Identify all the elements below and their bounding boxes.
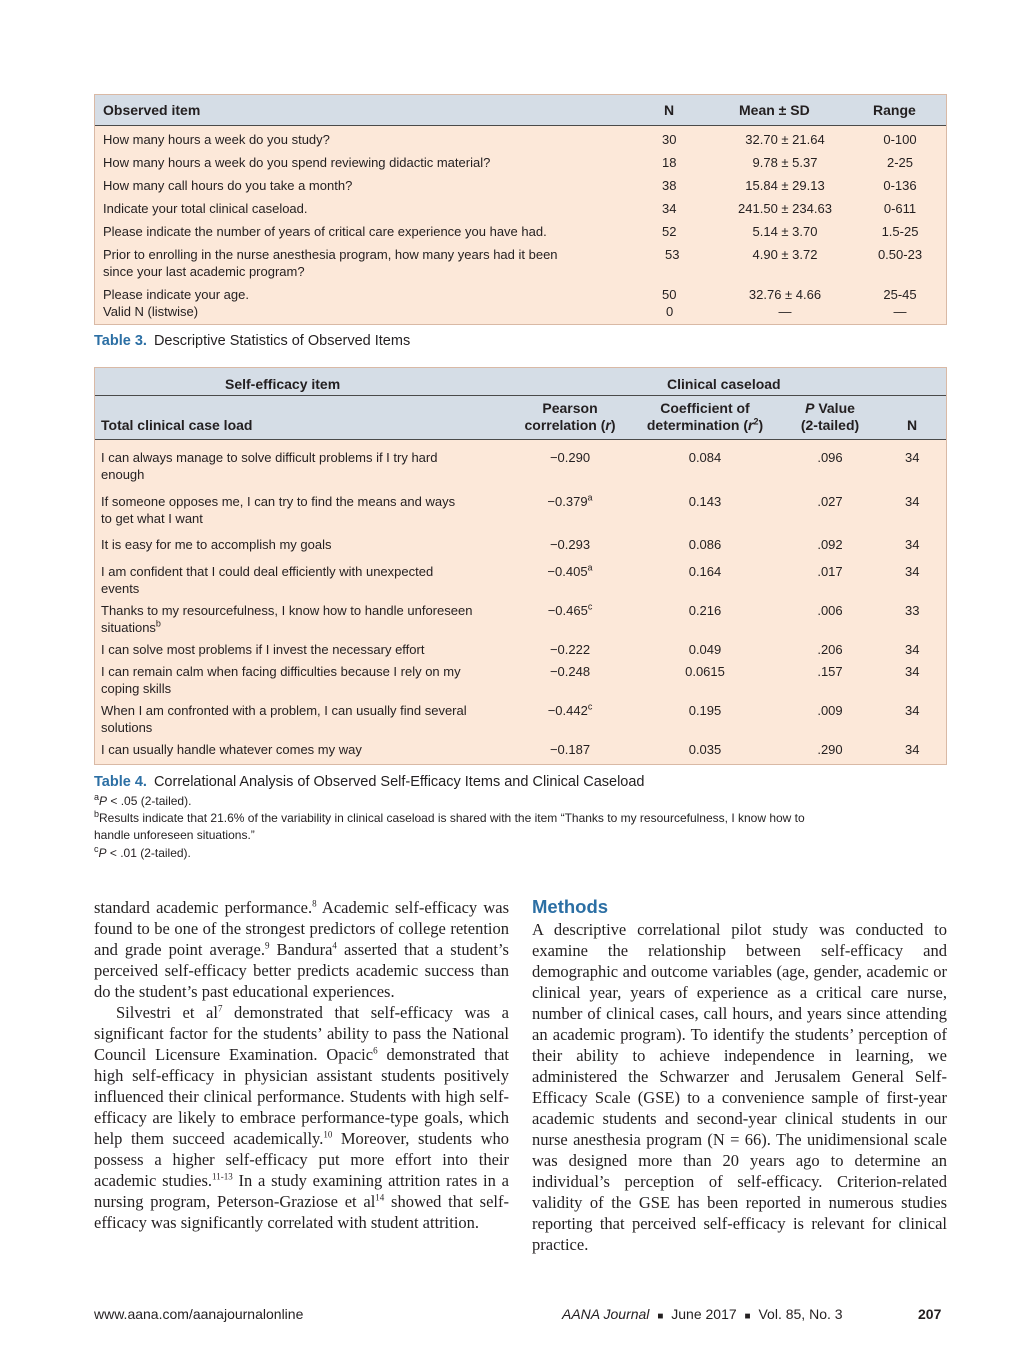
table-4-caption-label: Table 4.: [94, 774, 147, 790]
page-number: 207: [918, 1306, 942, 1322]
range-value: 0-100: [883, 132, 917, 147]
separator-icon: ■: [657, 1311, 664, 1322]
p-value: .290: [817, 742, 843, 757]
table-3-header: [95, 95, 946, 126]
n-value: 18: [662, 155, 677, 170]
self-efficacy-item: It is easy for me to accomplish my goals: [101, 537, 332, 552]
observed-item: Valid N (listwise): [103, 304, 199, 319]
r-squared: 0.0615: [685, 664, 725, 679]
table-4-caption: [94, 774, 645, 790]
n-value: 34: [905, 450, 920, 465]
mean-sd-value: 9.78 ± 5.37: [752, 155, 818, 170]
pearson-r: −0.293: [549, 537, 591, 552]
r-squared: 0.143: [688, 494, 722, 509]
pearson-r: −0.222: [549, 642, 591, 657]
self-efficacy-item-cont: to get what I want: [101, 511, 203, 526]
footer-citation: [562, 1306, 843, 1322]
self-efficacy-item: I can usually handle whatever comes my way: [101, 742, 362, 757]
mean-sd-value: 15.84 ± 29.13: [745, 178, 825, 193]
n-value: 34: [905, 703, 920, 718]
p-value: .006: [817, 603, 843, 618]
mean-sd-value: 5.14 ± 3.70: [752, 224, 818, 239]
pearson-r: −0.465$^c$: [547, 601, 593, 618]
r-squared: 0.084: [688, 450, 722, 465]
table-3-caption-text: Descriptive Statistics of Observed Items: [153, 333, 411, 349]
self-efficacy-item-cont: coping skills: [101, 681, 172, 696]
col-header-pvalue-2: (2-tailed): [800, 417, 860, 433]
col-header-item: Total clinical case load: [101, 417, 253, 433]
p-value: .017: [817, 564, 843, 579]
self-efficacy-item: I am confident that I could deal efficiently with unexpected: [101, 564, 434, 579]
range-value: —: [893, 304, 907, 319]
n-value: 33: [905, 603, 920, 618]
col-header-mean-sd: Mean ± SD: [739, 102, 810, 118]
n-value: 0: [666, 304, 674, 319]
volume: Vol. 85, No. 3: [758, 1306, 843, 1322]
col-header-coef-1: Coefficient of: [660, 400, 750, 416]
r-squared: 0.086: [688, 537, 722, 552]
n-value: 34: [905, 537, 920, 552]
pearson-r: −0.290: [549, 450, 591, 465]
mean-sd-value: —: [778, 304, 792, 319]
r-squared: 0.195: [688, 703, 722, 718]
table-4-caption-text: Correlational Analysis of Observed Self-Efficacy Items and Clinical Caseload: [153, 774, 645, 790]
issue-date: June 2017: [671, 1306, 737, 1322]
observed-item: How many call hours do you take a month?: [103, 178, 353, 193]
pearson-r: −0.187: [549, 742, 591, 757]
col-header-pearson-1: Pearson: [542, 400, 598, 416]
n-value: 34: [905, 742, 920, 757]
range-value: 25-45: [883, 287, 917, 302]
r-squared: 0.035: [688, 742, 722, 757]
pearson-r: −0.379$^a$: [547, 492, 593, 509]
r-squared: 0.049: [688, 642, 722, 657]
pearson-r: −0.248: [549, 664, 591, 679]
col-header-observed-item: Observed item: [103, 102, 201, 118]
pearson-r: −0.442$^c$: [547, 701, 593, 718]
table-3: [94, 94, 947, 325]
observed-item: How many hours a week do you spend reviewing didactic material?: [103, 155, 491, 170]
left-column: [94, 897, 509, 1233]
self-efficacy-item: When I am confronted with a problem, I can usually find several: [101, 703, 467, 718]
self-efficacy-item: I can always manage to solve difficult problems if I try hard: [101, 450, 438, 465]
mean-sd-value: 32.76 ± 4.66: [748, 287, 822, 302]
right-column: [532, 896, 947, 1255]
p-value: .009: [817, 703, 843, 718]
n-value: 34: [905, 494, 920, 509]
footer-url: www.aana.com/aanajournalonline: [94, 1306, 304, 1322]
n-value: 34: [905, 642, 920, 657]
separator-icon: ■: [744, 1311, 751, 1322]
table-4: [94, 367, 947, 765]
paragraph: Silvestri et $al^7$ demonstrated that self-efficacy was a significant factor for the students’ ability to pass the National Council Licensure Examination. Opacic$^6$ demonstrated that high self-efficacy in physician assistant students positively influenced their clinical performance. Students with high self-efficacy are likely to embrace performance-type goals, which help them succeed academically.$^{10}$ Moreover, students who possess a higher self-efficacy put more effort into their academic studies.$^{11-13}$ In a study examining attrition rates in a nursing program, Peterson-Graziose et $al^{14}$ showed that self-efficacy was significantly correlated with student attrition.: [94, 1003, 509, 1232]
n-value: 53: [665, 247, 680, 262]
self-efficacy-item: If someone opposes me, I can try to find the means and ways: [101, 494, 456, 509]
n-value: 34: [905, 664, 920, 679]
pearson-r: −0.405$^a$: [547, 562, 593, 579]
p-value: .096: [817, 450, 843, 465]
range-value: 2-25: [886, 155, 914, 170]
col-header-n: N: [664, 102, 675, 118]
col-header-n: N: [907, 417, 918, 433]
range-value: 0.50-23: [877, 247, 923, 262]
self-efficacy-item: I can solve most problems if I invest the necessary effort: [101, 642, 425, 657]
self-efficacy-item-cont: events: [101, 581, 140, 596]
footnote-b-cont: handle unforeseen situations.”: [94, 828, 255, 842]
r-squared: 0.216: [688, 603, 722, 618]
col-header-coef-2: determination $(r^2)$: [646, 416, 764, 433]
col-header-range: Range: [873, 102, 916, 118]
n-value: 34: [905, 564, 920, 579]
self-efficacy-item: I can remain calm when facing difficulties because I rely on my: [101, 664, 461, 679]
col-header-pearson-2: correlation (r): [524, 417, 616, 433]
group-header-clinical-caseload: Clinical caseload: [667, 376, 781, 392]
p-value: .206: [817, 642, 843, 657]
table-4-header: [95, 368, 946, 440]
range-value: 0-611: [883, 201, 917, 216]
self-efficacy-item-cont: enough: [101, 467, 145, 482]
range-value: 0-136: [883, 178, 917, 193]
journal-name: AANA Journal: [562, 1306, 650, 1322]
observed-item: Please indicate the number of years of critical care experience you have had.: [103, 224, 547, 239]
mean-sd-value: 241.50 ± 234.63: [738, 201, 832, 216]
observed-item: How many hours a week do you study?: [103, 132, 330, 147]
observed-item: Prior to enrolling in the nurse anesthesia program, how many years had it been: [103, 247, 558, 262]
paragraph: standard academic performance.$^8$ Academic self-efficacy was found to be one of the strongest predictors of college retention and grade point average.$^9$ Bandura$^4$ asserted that a student’s perceived self-efficacy better predicts academic success than do the student’s past educational experiences.: [94, 898, 510, 1001]
self-efficacy-item-cont: solutions: [101, 720, 153, 735]
self-efficacy-item-cont: situations$^b$: [101, 618, 161, 635]
mean-sd-value: 32.70 ± 21.64: [745, 132, 825, 147]
range-value: 1.5-25: [881, 224, 919, 239]
table-3-caption: [94, 333, 410, 349]
self-efficacy-item: Thanks to my resourcefulness, I know how to handle unforeseen: [101, 603, 473, 618]
mean-sd-value: 4.90 ± 3.72: [752, 247, 818, 262]
footnote-c: $^c$P < .01 (2-tailed).: [94, 844, 191, 860]
r-squared: 0.164: [688, 564, 722, 579]
n-value: 38: [662, 178, 677, 193]
p-value: .157: [817, 664, 843, 679]
methods-heading: Methods: [532, 896, 609, 917]
observed-item-cont: since your last academic program?: [103, 264, 305, 279]
col-header-pvalue-1: P Value: [805, 400, 855, 416]
n-value: 34: [662, 201, 677, 216]
group-header-self-efficacy: Self-efficacy item: [225, 376, 341, 392]
observed-item: Please indicate your age.: [103, 287, 249, 302]
n-value: 52: [662, 224, 677, 239]
table-3-caption-label: Table 3.: [94, 333, 147, 349]
n-value: 30: [662, 132, 677, 147]
observed-item: Indicate your total clinical caseload.: [103, 201, 308, 216]
p-value: .027: [817, 494, 843, 509]
paragraph: A descriptive correlational pilot study was conducted to examine the relationship between self-efficacy and demographic and outcome variables (age, gender, academic or clinical year, years of experience as a critical care nurse, number of clinical cases, call hours, and years since attending an academic program). To identify the students’ perception of their ability to achieve independence in learning, we administered the Schwarzer and Jerusalem General Self-Efficacy Scale (GSE) to a convenience sample of first-year academic students and second-year clinical students in our nurse anesthesia program (N = 66). The unidimensional scale was designed more than 20 years ago to determine an individual’s perception of self-efficacy. Criterion-related validity of the GSE has been reported in numerous studies reporting that perceived self-efficacy is relevant for clinical practice.: [532, 920, 947, 1254]
n-value: 50: [662, 287, 677, 302]
p-value: .092: [817, 537, 843, 552]
group-header-divider: [95, 395, 946, 396]
footnote-b: $^b$Results indicate that 21.6% of the variability in clinical caseload is shared with the item “Thanks to my resourcefulness, I know how to: [94, 809, 805, 825]
footnote-a: $^a$P < .05 (2-tailed).: [94, 792, 192, 808]
